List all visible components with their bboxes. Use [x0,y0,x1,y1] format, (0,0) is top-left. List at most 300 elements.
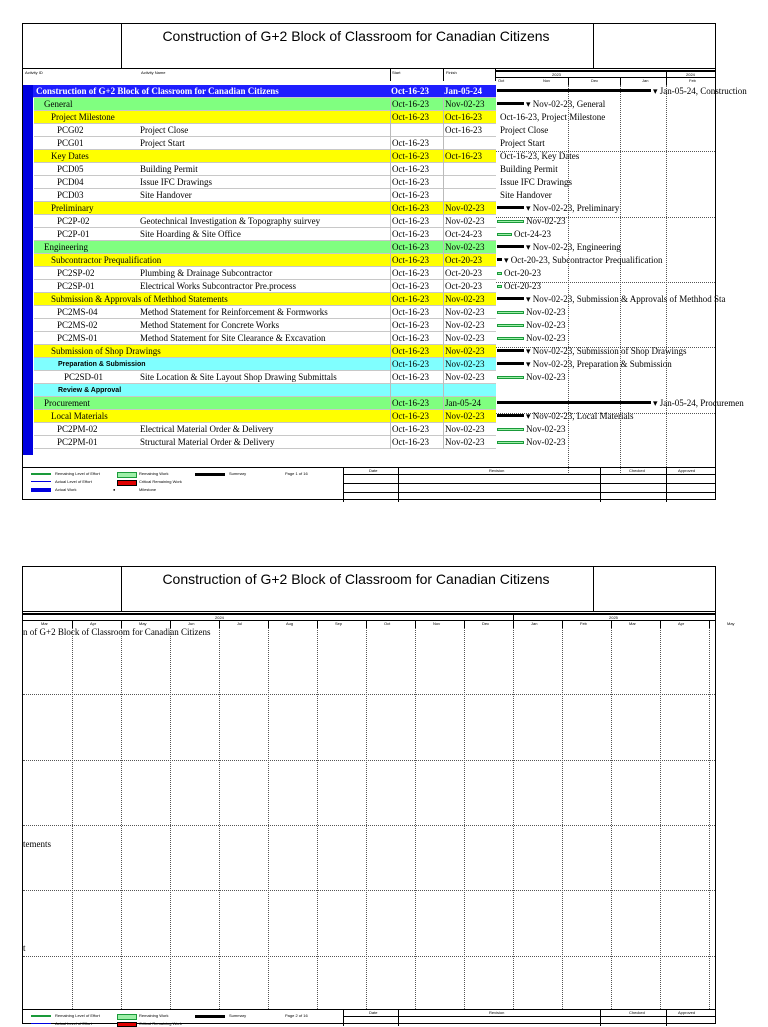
p2-month-label: May [139,621,147,626]
p2-grid-row [23,760,715,761]
p2-grid-col [72,628,73,1009]
cell-divider [390,98,391,111]
cell-divider [390,163,391,176]
timeline-header [496,68,715,85]
gantt-label: ▾ Oct-20-23, Subcontractor Prequalification [504,255,663,265]
finish-date: Nov-02-23 [445,359,485,369]
activity-name: Electrical Material Order & Delivery [140,424,274,434]
activity-id: Engineering [44,242,88,252]
legend-remaining-work: Remaining Work [139,471,169,476]
cell-divider [443,176,444,189]
p2-grid-col [415,628,416,1009]
finish-date: Oct-24-23 [445,229,482,239]
summary-bar[interactable] [497,297,524,300]
activity-id: PCG02 [57,125,84,135]
start-date: Oct-16-23 [392,307,429,317]
gantt-label: ▾ Nov-02-23, Submission & Approvals of Methhod Sta [526,294,726,304]
start-date: Oct-16-23 [392,99,429,109]
finish-date: Nov-02-23 [445,411,485,421]
p2-grid-col [170,628,171,1009]
start-date: Oct-16-23 [392,359,429,369]
activity-id: PC2MS-01 [57,333,98,343]
cell-divider [390,124,391,137]
cell-divider [390,150,391,163]
activity-bar[interactable] [497,285,502,288]
activity-id: PCD05 [57,164,84,174]
p2-grid-row [23,825,715,826]
activity-id: PC2MS-02 [57,320,98,330]
page-1 [22,23,747,500]
gantt-label: Site Handover [500,190,552,200]
year-2023: 2023 [552,72,561,77]
milestone-icon: ● [113,487,116,492]
cell-divider [443,293,444,306]
header-sep-2 [443,68,444,81]
activity-id: PC2SD-01 [64,372,104,382]
cell-divider [390,241,391,254]
p2-grid-row [23,694,715,695]
cell-divider [390,280,391,293]
cell-divider [443,111,444,124]
start-date: Oct-16-23 [392,164,429,174]
legend-critical-icon [117,480,137,486]
activity-row[interactable] [34,176,496,189]
cell-divider [390,410,391,423]
header-sep-1 [390,68,391,81]
activity-id: PC2SP-02 [57,268,95,278]
activity-name: Electrical Works Subcontractor Pre.process [140,281,297,291]
p2-grid-col [366,628,367,1009]
start-date: Oct-16-23 [392,216,429,226]
gantt-label: ▾ Nov-02-23, Preliminary [526,203,620,213]
activity-name: Site Hoarding & Site Office [140,229,241,239]
activity-id: Key Dates [51,151,89,161]
gantt-grid-jan [666,85,667,473]
summary-bar[interactable] [497,362,524,365]
finish-date: Nov-02-23 [445,346,485,356]
gantt-label: Nov-02-23 [526,307,566,317]
activity-row[interactable] [34,163,496,176]
gantt-label: ▾ Jan-05-24, Procuremen [653,398,744,408]
activity-name: Building Permit [140,164,198,174]
cell-divider [443,267,444,280]
activity-id: PC2SP-01 [57,281,95,291]
signoff-revision: Revision [489,468,505,473]
cell-divider [390,215,391,228]
p2-month-label: Apr [678,621,685,626]
start-date: Oct-16-23 [392,112,429,122]
cell-divider [390,384,391,397]
activity-bar[interactable] [497,428,524,431]
start-date: Oct-16-23 [392,294,429,304]
p2-month-label: Feb [580,621,587,626]
footer-block [23,467,715,502]
project-level-bar [23,85,33,455]
start-date: Oct-16-23 [392,177,429,187]
activity-bar[interactable] [497,220,524,223]
page-title: Construction of G+2 Block of Classroom for Canadian Citizens [162,28,550,44]
activity-name: Structural Material Order & Delivery [140,437,275,447]
start-date: Oct-16-23 [392,346,429,356]
activity-bar[interactable] [497,441,524,444]
title-block-left-2 [23,567,122,611]
activity-name: Plumbing & Drainage Subcontractor [140,268,273,278]
start-date: Oct-16-23 [392,151,429,161]
p2-grid-col [562,628,563,1009]
summary-bar[interactable] [497,245,524,248]
p2-overflow-t: t [23,943,26,953]
legend-critical-2: Critical Remaining Work [139,1021,182,1026]
p2-month-label: Nov [433,621,441,626]
gantt-label: ▾ Jan-05-24, Construction [653,86,747,96]
cell-divider [390,137,391,150]
wbs-row-wbs1[interactable] [34,397,496,410]
p2-month-divider [464,620,465,628]
cell-divider [390,111,391,124]
activity-id: Review & Approval [58,387,122,394]
start-date: Oct-16-23 [392,333,429,343]
cell-divider [443,410,444,423]
cell-divider [390,267,391,280]
finish-date: Jan-05-24 [445,398,481,408]
summary-bar[interactable] [497,414,524,417]
footer-block-2 [23,1009,715,1026]
cell-divider [443,397,444,410]
p2-year-divider [513,615,514,628]
month-jan: Jan [642,78,649,83]
activity-name: Method Statement for Site Clearance & Excavation [140,333,326,343]
legend-remaining-loe-icon [31,473,51,475]
cell-divider [390,371,391,384]
p2-month-divider [415,620,416,628]
gantt-label: Oct-16-23, Key Dates [500,151,580,161]
gantt-label: Oct-20-23 [504,268,541,278]
cell-divider [390,202,391,215]
signoff-approved: Approved [678,468,696,473]
wbs-row-wbs2[interactable] [34,410,496,423]
start-date: Oct-16-23 [392,138,429,148]
page-label-1: Page 1 of 16 [285,471,308,476]
finish-date: Nov-02-23 [445,320,485,330]
activity-row[interactable] [34,137,496,150]
summary-bar[interactable] [497,102,524,105]
wbs-row-wbs2[interactable] [34,345,496,358]
cell-divider [443,150,444,163]
start-date: Oct-16-23 [392,372,429,382]
p2-grid-col [709,628,710,1009]
cell-divider [443,280,444,293]
month-feb: Feb [689,78,696,83]
gantt-label: ▾ Nov-02-23, Preparation & Submission [526,359,672,369]
finish-date: Oct-16-23 [445,112,482,122]
legend-actual-work-icon [31,488,51,492]
activity-bar[interactable] [497,233,512,236]
legend-remaining-work-2: Remaining Work [139,1013,169,1018]
legend-summary: Summary [229,471,247,476]
activity-name: Issue IFC Drawings [140,177,212,187]
signoff-date: Date [369,468,378,473]
activity-id: Subcontractor Prequalification [51,255,162,265]
activity-row[interactable] [34,306,496,319]
signoff-date-2: Date [369,1010,378,1015]
legend-remaining-loe-2: Remaining Level of Effort [55,1013,100,1018]
gantt-label: Nov-02-23 [526,320,566,330]
p2-month-label: Apr [90,621,97,626]
legend-remaining-work-icon [117,472,137,478]
gantt-label: ▾ Nov-02-23, Engineering [526,242,621,252]
start-date: Oct-16-23 [392,437,429,447]
cell-divider [443,215,444,228]
p2-grid-col [317,628,318,1009]
gantt-label: Project Start [500,138,545,148]
cell-divider [443,384,444,397]
gantt-label: Project Close [500,125,549,135]
p2-grid-row [23,890,715,891]
p2-month-label: Dec [482,621,490,626]
p2-month-label: Oct [384,621,391,626]
start-date: Oct-16-23 [391,86,429,96]
summary-bar[interactable] [497,206,524,209]
page-2 [22,566,735,1026]
year-2024: 2024 [686,72,695,77]
gantt-label: Nov-02-23 [526,437,566,447]
legend-actual-loe: Actual Level of Effort [55,479,92,484]
activity-name: Method Statement for Reinforcement & Formworks [140,307,328,317]
month-dec: Dec [591,78,599,83]
gantt-label: Nov-02-23 [526,216,566,226]
cell-divider [390,306,391,319]
activity-row[interactable] [34,228,496,241]
finish-date: Nov-02-23 [445,203,485,213]
activity-name: Geotechnical Investigation & Topography suirvey [140,216,321,226]
wbs-row-wbs2[interactable] [34,293,496,306]
finish-date: Nov-02-23 [445,307,485,317]
finish-date: Nov-02-23 [445,333,485,343]
signoff-checked: Checked [629,468,645,473]
col-header-activity-name: Activity Name [141,70,166,75]
cell-divider [390,436,391,449]
p2-month-label: Jun [188,621,195,626]
finish-date: Oct-16-23 [445,125,482,135]
activity-id: Project Milestone [51,112,115,122]
finish-date: Oct-20-23 [445,281,482,291]
p2-grid-col [611,628,612,1009]
activity-id: Submission of Shop Drawings [51,346,161,356]
legend-actual-loe-2: Actual Level of Effort [55,1021,92,1026]
page-title-2: Construction of G+2 Block of Classroom for Canadian Citizens [162,571,550,587]
legend-summary-2: Summary [229,1013,247,1018]
cell-divider [443,319,444,332]
start-date: Oct-16-23 [392,281,429,291]
cell-divider [390,293,391,306]
finish-date: Nov-02-23 [445,242,485,252]
wbs-row-wbs2[interactable] [34,202,496,215]
cell-divider [443,332,444,345]
wbs-row-wbs2[interactable] [34,150,496,163]
cell-divider [443,163,444,176]
cell-divider [443,254,444,267]
summary-bar[interactable] [497,89,651,92]
cell-divider [443,436,444,449]
wbs-row-wbs1[interactable] [34,241,496,254]
p2-month-divider [366,620,367,628]
activity-id: Preparation & Submission [58,361,146,368]
start-date: Oct-16-23 [392,411,429,421]
activity-bar[interactable] [497,272,502,275]
p2-month-divider [562,620,563,628]
start-date: Oct-16-23 [392,203,429,213]
activity-id: Local Materials [51,411,108,421]
finish-date: Nov-02-23 [445,99,485,109]
finish-date: Nov-02-23 [445,424,485,434]
wbs-row-wbs2[interactable] [34,111,496,124]
activity-row[interactable] [34,436,496,449]
cell-divider [443,345,444,358]
summary-bar[interactable] [497,349,524,352]
wbs-row-project[interactable] [33,85,496,98]
p2-overflow-project: n of G+2 Block of Classroom for Canadian Citizens [23,627,211,637]
col-header-start: Start [392,70,401,75]
p2-grid-col [464,628,465,1009]
activity-id: PCD04 [57,177,84,187]
cell-divider [390,254,391,267]
page-label-2: Page 2 of 16 [285,1013,308,1018]
gantt-label: ▾ Nov-02-23, Local Materials [526,411,634,421]
activity-bar[interactable] [497,337,524,340]
activity-row[interactable] [34,332,496,345]
start-date: Oct-16-23 [392,255,429,265]
wbs-row-wbs1[interactable] [34,98,496,111]
cell-divider [443,189,444,202]
gantt-label: Nov-02-23 [526,372,566,382]
start-date: Oct-16-23 [392,320,429,330]
month-nov: Nov [543,78,551,83]
activity-name: Method Statement for Concrete Works [140,320,280,330]
gantt-label: Issue IFC Drawings [500,177,572,187]
p2-year-2025: 2025 [609,615,618,620]
cell-divider [390,423,391,436]
title-block-right [593,24,594,68]
p2-grid-col [268,628,269,1009]
activity-bar[interactable] [497,376,524,379]
cell-divider [390,358,391,371]
cell-divider [390,319,391,332]
p2-month-label: Jan [531,621,538,626]
activity-name: Project Start [140,138,185,148]
p2-month-label: May [727,621,735,626]
finish-date: Oct-20-23 [445,268,482,278]
start-date: Oct-16-23 [392,190,429,200]
finish-date: Jan-05-24 [444,86,482,96]
activity-id: Construction of G+2 Block of Classroom for Canadian Citizens [36,86,279,96]
summary-bar[interactable] [497,258,502,261]
title-block-left [23,24,122,68]
cell-divider [443,202,444,215]
cell-divider [390,345,391,358]
finish-date: Oct-20-23 [445,255,482,265]
finish-date: Nov-02-23 [445,294,485,304]
finish-date: Nov-02-23 [445,437,485,447]
p2-overflow-statements: tements [23,839,51,849]
p2-month-label: Jul [237,621,243,626]
activity-id: Preliminary [51,203,94,213]
activity-row[interactable] [34,124,496,137]
gantt-label: Oct-24-23 [514,229,551,239]
gantt-label: Building Permit [500,164,558,174]
activity-row[interactable] [34,215,496,228]
cell-divider [443,228,444,241]
p2-month-divider [317,620,318,628]
signoff-approved-2: Approved [678,1010,696,1015]
finish-date: Nov-02-23 [445,216,485,226]
activity-row[interactable] [34,423,496,436]
gantt-label: Nov-02-23 [526,333,566,343]
activity-row[interactable] [34,280,496,293]
start-date: Oct-16-23 [392,398,429,408]
p2-month-divider [660,620,661,628]
activity-name: Site Handover [140,190,192,200]
wbs-row-wbs3[interactable] [34,384,496,397]
cell-divider [443,124,444,137]
wbs-row-wbs3[interactable] [34,358,496,371]
gantt-label: Oct-16-23, Project Milestone [500,112,606,122]
gantt-label: Oct-20-23 [504,281,541,291]
gantt-label: ▾ Nov-02-23, General [526,99,606,109]
col-header-finish: Finish [446,70,457,75]
legend-remaining-loe: Remaining Level of Effort [55,471,100,476]
activity-id: PCD03 [57,190,84,200]
cell-divider [443,137,444,150]
legend-milestone: Milestone [139,487,157,492]
signoff-checked-2: Checked [629,1010,645,1015]
activity-row[interactable] [34,189,496,202]
activity-id: PC2P-01 [57,229,90,239]
cell-divider [443,98,444,111]
activity-id: PCG01 [57,138,84,148]
legend-summary-icon [195,473,225,476]
cell-divider [390,332,391,345]
activity-id: Submission & Approvals of Methhod Statements [51,294,228,304]
p2-month-divider [268,620,269,628]
p2-month-divider [611,620,612,628]
activity-bar[interactable] [497,311,524,314]
activity-name: Project Close [140,125,189,135]
cell-divider [443,371,444,384]
activity-id: PC2MS-04 [57,307,98,317]
cell-divider [443,241,444,254]
gantt-label: Nov-02-23 [526,424,566,434]
col-header-activity-id: Activity ID [25,70,43,75]
activity-name: Site Location & Site Layout Shop Drawing Submittals [140,372,337,382]
summary-bar[interactable] [497,401,651,404]
cell-divider [390,189,391,202]
activity-row[interactable] [34,371,496,384]
cell-divider [443,423,444,436]
p2-month-label: Mar [629,621,636,626]
activity-row[interactable] [34,267,496,280]
signoff-revision-2: Revision [489,1010,505,1015]
cell-divider [390,228,391,241]
start-date: Oct-16-23 [392,268,429,278]
p2-month-label: Aug [286,621,294,626]
month-oct: Oct [498,78,505,83]
timeline-header-2 [23,611,735,628]
activity-row[interactable] [34,319,496,332]
activity-id: PC2PM-02 [57,424,98,434]
activity-bar[interactable] [497,324,524,327]
p2-month-divider [709,620,710,628]
wbs-row-wbs2[interactable] [34,254,496,267]
